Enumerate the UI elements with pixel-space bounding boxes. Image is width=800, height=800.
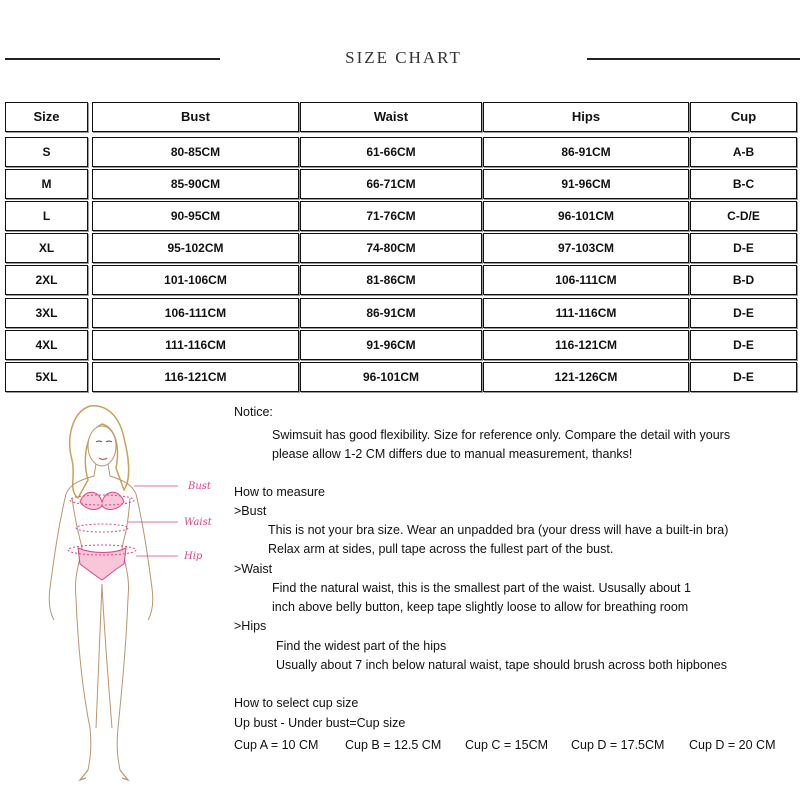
page-title: SIZE CHART bbox=[345, 48, 462, 67]
cell-size: XL bbox=[5, 233, 88, 263]
waist-line-2: inch above belly button, keep tape slightly loose to allow for breathing room bbox=[272, 600, 689, 614]
cell-size: M bbox=[5, 169, 88, 199]
cell-cup: B-D bbox=[690, 265, 797, 295]
cell-waist: 91-96CM bbox=[300, 330, 482, 360]
cell-hips: 111-116CM bbox=[483, 298, 689, 328]
figure-bra bbox=[80, 492, 124, 509]
cell-cup: D-E bbox=[690, 362, 797, 392]
cell-size: 3XL bbox=[5, 298, 88, 328]
cell-bust: 101-106CM bbox=[92, 265, 299, 295]
bust-line-1: This is not your bra size. Wear an unpadded bra (your dress will have a built-in bra) bbox=[268, 523, 729, 537]
cell-bust: 116-121CM bbox=[92, 362, 299, 392]
notice-title: Notice: bbox=[234, 405, 273, 419]
cell-hips: 91-96CM bbox=[483, 169, 689, 199]
figure-bottoms bbox=[78, 548, 126, 580]
header-cup: Cup bbox=[690, 102, 797, 132]
cell-bust: 85-90CM bbox=[92, 169, 299, 199]
waist-section-title: >Waist bbox=[234, 562, 273, 576]
cell-waist: 74-80CM bbox=[300, 233, 482, 263]
cell-bust: 95-102CM bbox=[92, 233, 299, 263]
body-measurement-figure bbox=[28, 398, 228, 798]
cell-hips: 96-101CM bbox=[483, 201, 689, 231]
cup-item: Cup C = 15CM bbox=[465, 738, 549, 752]
cell-size: L bbox=[5, 201, 88, 231]
title-rule-right bbox=[587, 58, 800, 60]
cup-item: Cup D = 20 CM bbox=[689, 738, 776, 752]
cell-cup: B-C bbox=[690, 169, 797, 199]
cell-cup: A-B bbox=[690, 137, 797, 167]
cell-size: 2XL bbox=[5, 265, 88, 295]
cup-item: Cup D = 17.5CM bbox=[571, 738, 665, 752]
how-to-measure-title: How to measure bbox=[234, 485, 326, 499]
header-bust: Bust bbox=[92, 102, 299, 132]
waist-label: Waist bbox=[184, 517, 212, 528]
header-size: Size bbox=[5, 102, 88, 132]
cup-size-title: How to select cup size bbox=[234, 696, 359, 710]
cell-waist: 66-71CM bbox=[300, 169, 482, 199]
cell-size: S bbox=[5, 137, 88, 167]
bust-section-title: >Bust bbox=[234, 504, 267, 518]
cell-waist: 86-91CM bbox=[300, 298, 482, 328]
bust-line-2: Relax arm at sides, pull tape across the fullest part of the bust. bbox=[268, 542, 614, 556]
cell-waist: 71-76CM bbox=[300, 201, 482, 231]
cell-hips: 97-103CM bbox=[483, 233, 689, 263]
cell-size: 4XL bbox=[5, 330, 88, 360]
cell-waist: 96-101CM bbox=[300, 362, 482, 392]
hips-line-1: Find the widest part of the hips bbox=[276, 639, 447, 653]
title-rule-left bbox=[5, 58, 220, 60]
cell-bust: 111-116CM bbox=[92, 330, 299, 360]
cell-size: 5XL bbox=[5, 362, 88, 392]
waist-line-1: Find the natural waist, this is the smallest part of the waist. Ususally about 1 bbox=[272, 581, 691, 595]
cup-item: Cup B = 12.5 CM bbox=[345, 738, 442, 752]
cell-cup: C-D/E bbox=[690, 201, 797, 231]
cell-hips: 106-111CM bbox=[483, 265, 689, 295]
bust-label: Bust bbox=[188, 481, 211, 492]
hips-line-2: Usually about 7 inch below natural waist, tape should brush across both hipbones bbox=[276, 658, 727, 672]
cell-waist: 61-66CM bbox=[300, 137, 482, 167]
waist-measure-band bbox=[76, 524, 128, 532]
cell-bust: 106-111CM bbox=[92, 298, 299, 328]
header-waist: Waist bbox=[300, 102, 482, 132]
cup-formula: Up bust - Under bust=Cup size bbox=[234, 716, 406, 730]
cell-bust: 90-95CM bbox=[92, 201, 299, 231]
notice-line-1: Swimsuit has good flexibility. Size for reference only. Compare the detail with yours bbox=[272, 428, 731, 442]
cell-cup: D-E bbox=[690, 233, 797, 263]
notice-line-2: please allow 1-2 CM differs due to manual measurement, thanks! bbox=[272, 447, 633, 461]
hips-section-title: >Hips bbox=[234, 619, 267, 633]
cell-cup: D-E bbox=[690, 330, 797, 360]
hip-label: Hip bbox=[184, 551, 203, 562]
cell-hips: 121-126CM bbox=[483, 362, 689, 392]
cell-bust: 80-85CM bbox=[92, 137, 299, 167]
cell-waist: 81-86CM bbox=[300, 265, 482, 295]
cup-item: Cup A = 10 CM bbox=[234, 738, 319, 752]
cell-hips: 116-121CM bbox=[483, 330, 689, 360]
header-hips: Hips bbox=[483, 102, 689, 132]
cell-cup: D-E bbox=[690, 298, 797, 328]
cell-hips: 86-91CM bbox=[483, 137, 689, 167]
